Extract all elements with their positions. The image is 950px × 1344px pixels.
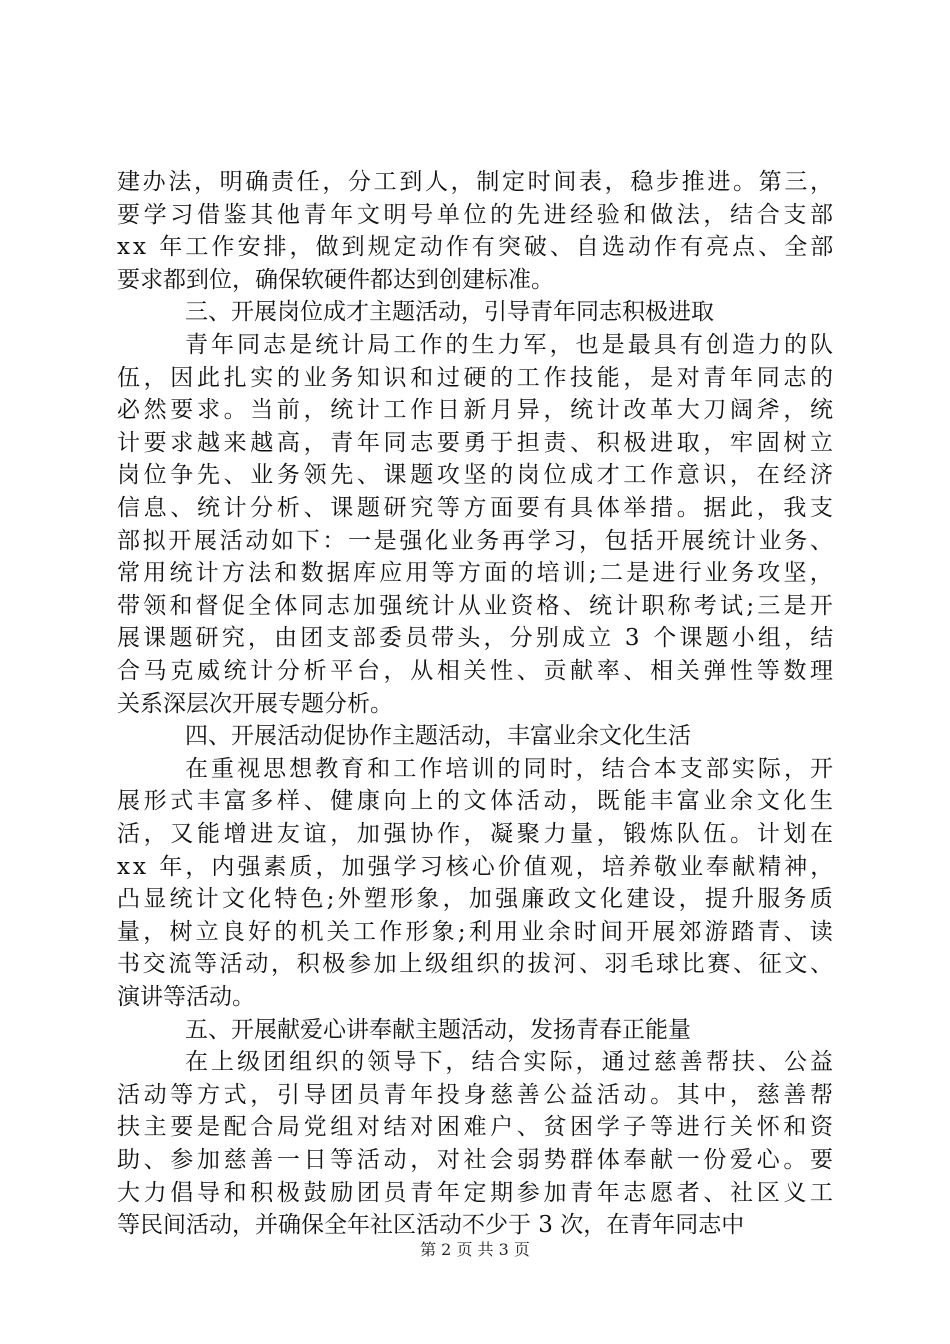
text-line: 计要求越来越高，青年同志要勇于担责、积极进取，牢固树立 <box>117 429 837 456</box>
text-line: 建办法，明确责任，分工到人，制定时间表，稳步推进。第三， <box>117 169 836 195</box>
text-line: 展形式丰富多样、健康向上的文体活动，既能丰富业余文化生 <box>117 788 837 815</box>
text-line: 在重视思想教育和工作培训的同时，结合本支部实际，开 <box>185 755 837 782</box>
text-line: 书交流等活动，积极参加上级组织的拔河、羽毛球比赛、征文、 <box>117 951 836 978</box>
text-line: 常用统计方法和数据库应用等方面的培训;二是进行业务攻坚， <box>117 560 836 587</box>
text-line: 演讲等活动。 <box>117 984 255 1010</box>
text-line: 助、参加慈善一日等活动，对社会弱势群体奉献一份爱心。要 <box>117 1147 837 1173</box>
text-line: 合马克威统计分析平台，从相关性、贡献率、相关弹性等数理 <box>117 658 837 684</box>
text-line: 四、开展活动促协作主题活动，丰富业余文化生活 <box>185 723 691 750</box>
page-footer: 第 2 页 共 3 页 <box>420 1240 530 1259</box>
text-line: 伍，因此扎实的业务知识和过硬的工作技能，是对青年同志的 <box>117 364 837 391</box>
text-line: 凸显统计文化特色;外塑形象，加强廉政文化建设，提升服务质 <box>117 886 836 913</box>
text-line: xx 年，内强素质，加强学习核心价值观，培养敬业奉献精神， <box>117 853 837 880</box>
text-line: xx 年工作安排，做到规定动作有突破、自选动作有亮点、全部 <box>117 234 837 261</box>
text-line: 量，树立良好的机关工作形象;利用业余时间开展郊游踏青、读 <box>117 918 836 945</box>
text-line: 扶主要是配合局党组对结对困难户、贫困学子等进行关怀和资 <box>117 1114 837 1141</box>
text-line: 大力倡导和积极鼓励团员青年定期参加青年志愿者、社区义工 <box>117 1179 837 1206</box>
text-line: 带领和督促全体同志加强统计从业资格、统计职称考试;三是开 <box>117 592 836 619</box>
text-line: 部拟开展活动如下：一是强化业务再学习，包括开展统计业务、 <box>117 527 836 554</box>
text-line: 必然要求。当前，统计工作日新月异，统计改革大刀阔斧，统 <box>117 397 837 424</box>
text-line: 关系深层次开展专题分析。 <box>117 690 393 717</box>
text-line: 在上级团组织的领导下，结合实际，通过慈善帮扶、公益 <box>185 1049 837 1076</box>
text-line: 要学习借鉴其他青年文明号单位的先进经验和做法，结合支部 <box>117 201 837 228</box>
text-line: 信息、统计分析、课题研究等方面要有具体举措。据此，我支 <box>117 495 837 521</box>
text-line: 五、开展献爱心讲奉献主题活动，发扬青春正能量 <box>185 1016 691 1043</box>
text-line: 青年同志是统计局工作的生力军，也是最具有创造力的队 <box>185 332 837 358</box>
text-line: 三、开展岗位成才主题活动，引导青年同志积极进取 <box>185 299 714 326</box>
text-line: 等民间活动，并确保全年社区活动不少于 3 次，在青年同志中 <box>117 1212 745 1239</box>
text-line: 岗位争先、业务领先、课题攻坚的岗位成才工作意识，在经济 <box>117 462 837 489</box>
text-line: 活动等方式，引导团员青年投身慈善公益活动。其中，慈善帮 <box>117 1081 837 1108</box>
text-line: 展课题研究，由团支部委员带头，分别成立 3 个课题小组，结 <box>117 625 837 652</box>
text-line: 活，又能增进友谊，加强协作，凝聚力量，锻炼队伍。计划在 <box>117 821 837 847</box>
text-line: 要求都到位，确保软硬件都达到创建标准。 <box>117 266 554 293</box>
